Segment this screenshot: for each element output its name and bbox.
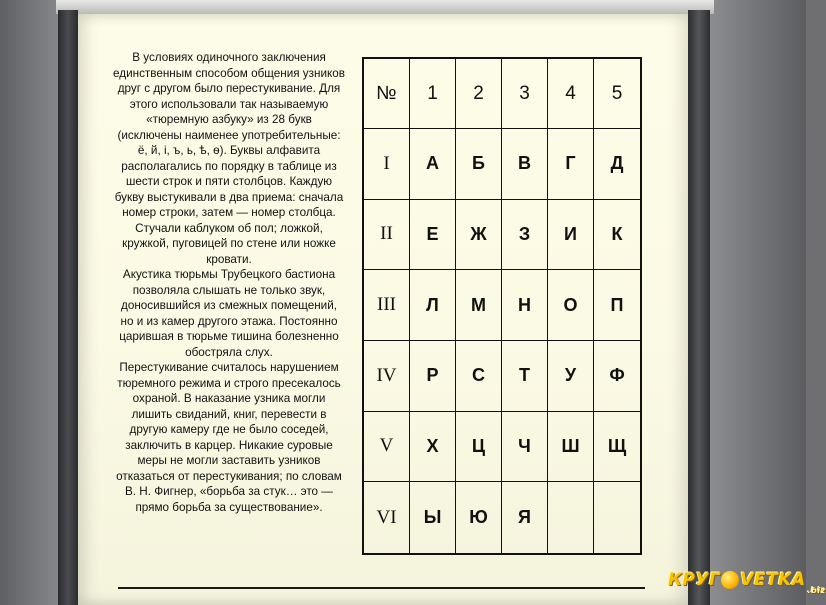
row-header: IV [364,341,410,412]
letter-cell: И [548,200,594,271]
empty-cell [548,482,594,553]
letter-cell: Ш [548,412,594,483]
letter-cell: Н [502,270,548,341]
paragraph-2: Акустика тюрьмы Трубецкого бастиона позволяла слышать не только звук, доносившийся из смежных помещений, но и из камер другого этажа. Постоянно царившая в тюрьме тишина болезненно обостряла слух. [119,268,339,359]
prison-alphabet-table [362,57,642,555]
column-header: 1 [410,59,456,129]
column-header: 4 [548,59,594,129]
watermark-right-text: VETKA [740,570,806,590]
empty-cell [594,482,640,553]
frame-top-rail [56,0,714,14]
row-header: V [364,412,410,483]
column-header: 3 [502,59,548,129]
row-header: I [364,129,410,200]
globe-icon [721,571,739,589]
paragraph-1: В условиях одиночного заключения единственным способом общения узников друг с другом было перестукивание. Для этого использовали так называемую «тюремную азбуку» из 28 букв (исключены наименее употребительные: ё, й, і, ъ, ь, ѣ, ѳ). Буквы алфавита располагались по порядку в таблице из шести строк и пяти столбцов. Каждую букву выстукивали в два приема: сначала номер строки, затем — номер столбца. Стучали каблуком об пол; ложкой, кружкой, пуговицей по стене или ножке кровати. [113,51,345,266]
watermark-tld: .biz [807,586,826,595]
letter-cell: Т [502,341,548,412]
letter-cell: К [594,200,640,271]
letter-cell: Л [410,270,456,341]
watermark-logo [668,565,826,595]
table-corner: № [364,59,410,129]
letter-cell: Ц [456,412,502,483]
frame-left-post [58,10,78,605]
letter-cell: О [548,270,594,341]
letter-cell: З [502,200,548,271]
column-header: 5 [594,59,640,129]
letter-cell: Щ [594,412,640,483]
column-header: 2 [456,59,502,129]
letter-cell: Ж [456,200,502,271]
row-header: II [364,200,410,271]
letter-cell: Ф [594,341,640,412]
row-header: III [364,270,410,341]
letter-cell: М [456,270,502,341]
description-text [113,50,345,515]
bottom-rule [118,587,645,589]
letter-cell: В [502,129,548,200]
row-header: VI [364,482,410,553]
letter-cell: Г [548,129,594,200]
letter-cell: Ы [410,482,456,553]
watermark-left-text: КРУГ [668,570,721,590]
letter-cell: Я [502,482,548,553]
paragraph-3: Перестукивание считалось нарушением тюремного режима и строго пресекалось охраной. В наказание узника могли лишить свиданий, книг, перевести в другую камеру где не было соседей, заключить в карцер. Никакие суровые меры не могли заставить узников отказаться от перестукивания; по словам В. Н. Фигнер, «борьба за стук… это — прямо борьба за существование». [116,361,342,514]
letter-cell: С [456,341,502,412]
letter-cell: А [410,129,456,200]
letter-cell: Ч [502,412,548,483]
frame-right-post [688,10,710,605]
letter-cell: Е [410,200,456,271]
letter-cell: Д [594,129,640,200]
letter-cell: Р [410,341,456,412]
letter-cell: Ю [456,482,502,553]
letter-cell: У [548,341,594,412]
letter-cell: Б [456,129,502,200]
letter-cell: П [594,270,640,341]
letter-cell: Х [410,412,456,483]
